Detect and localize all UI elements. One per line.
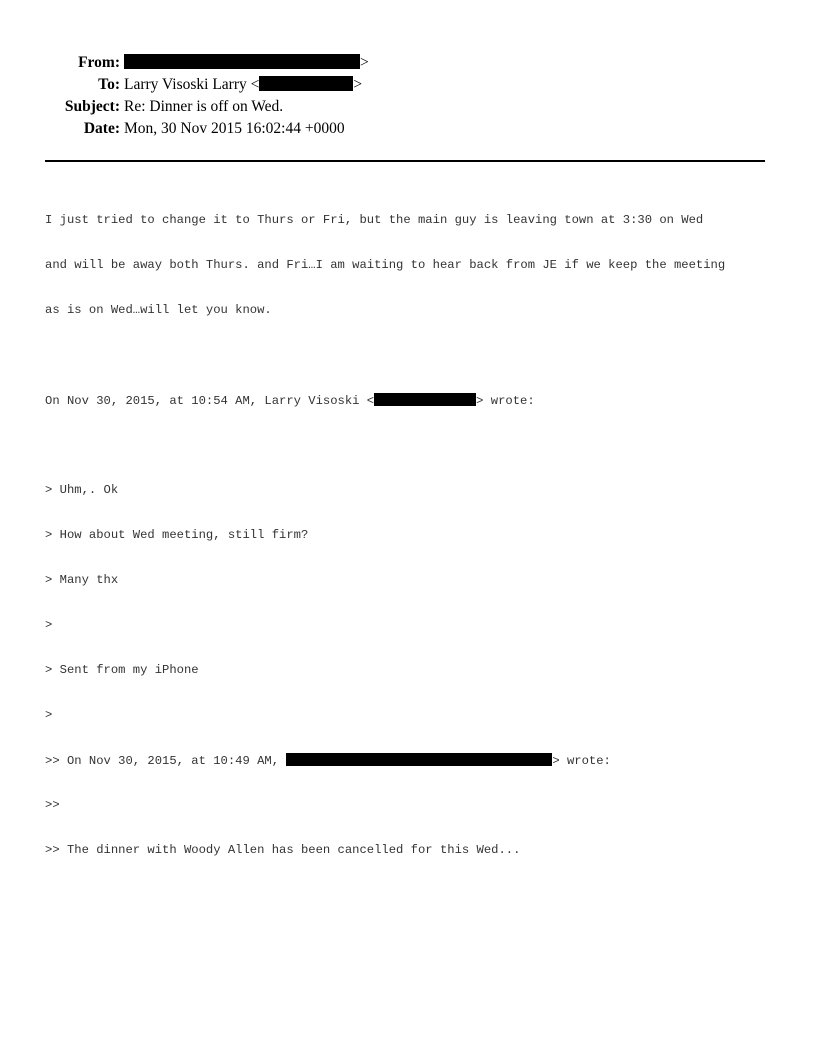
from-row [0,52,816,74]
redaction-bar [286,753,552,766]
quoted-attribution-suffix: > wrote: [552,754,611,768]
body-paragraph-line: and will be away both Thurs. and Fri…I am waiting to hear back from JE if we keep the meeting [45,258,726,272]
header-divider [45,160,765,162]
subject-value: Re: Dinner is off on Wed. [124,98,284,115]
redaction-bar [124,54,360,69]
from-suffix: > [360,54,369,71]
from-value [124,52,369,74]
to-row [0,74,816,96]
quoted-line: > Many thx [45,573,119,587]
date-label: Date: [83,120,120,137]
quoted-line: > [45,708,53,722]
from-label: From: [78,54,120,71]
to-suffix: > [353,76,363,93]
quoted-line: >> [45,798,60,812]
reply-attribution [45,393,785,408]
body-paragraph-line: I just tried to change it to Thurs or Fri, but the main guy is leaving town at 3:30 on Wed [45,213,704,227]
quoted-line: > Uhm,. Ok [45,483,119,497]
email-header [0,52,816,140]
to-label: To: [98,76,120,93]
subject-row [0,96,816,118]
to-name: Larry Visoski Larry < [124,76,260,93]
redaction-bar [374,393,476,406]
blank-line [45,438,785,453]
body-paragraph-line: as is on Wed…will let you know. [45,303,272,317]
quoted-line: >> The dinner with Woody Allen has been cancelled for this Wed... [45,843,521,857]
quoted-attribution [45,753,785,768]
blank-line [45,348,785,363]
date-row [0,118,816,140]
attribution-prefix: On Nov 30, 2015, at 10:54 AM, Larry Visoski < [45,394,375,408]
email-body [45,183,785,873]
quoted-line: > How about Wed meeting, still firm? [45,528,309,542]
date-value: Mon, 30 Nov 2015 16:02:44 +0000 [124,120,345,137]
to-value [124,74,362,96]
quoted-line: > [45,618,53,632]
redaction-bar [259,76,353,91]
quoted-line: > Sent from my iPhone [45,663,199,677]
quoted-attribution-prefix: >> On Nov 30, 2015, at 10:49 AM, [45,754,287,768]
attribution-suffix: > wrote: [476,394,535,408]
subject-label: Subject: [64,98,120,115]
